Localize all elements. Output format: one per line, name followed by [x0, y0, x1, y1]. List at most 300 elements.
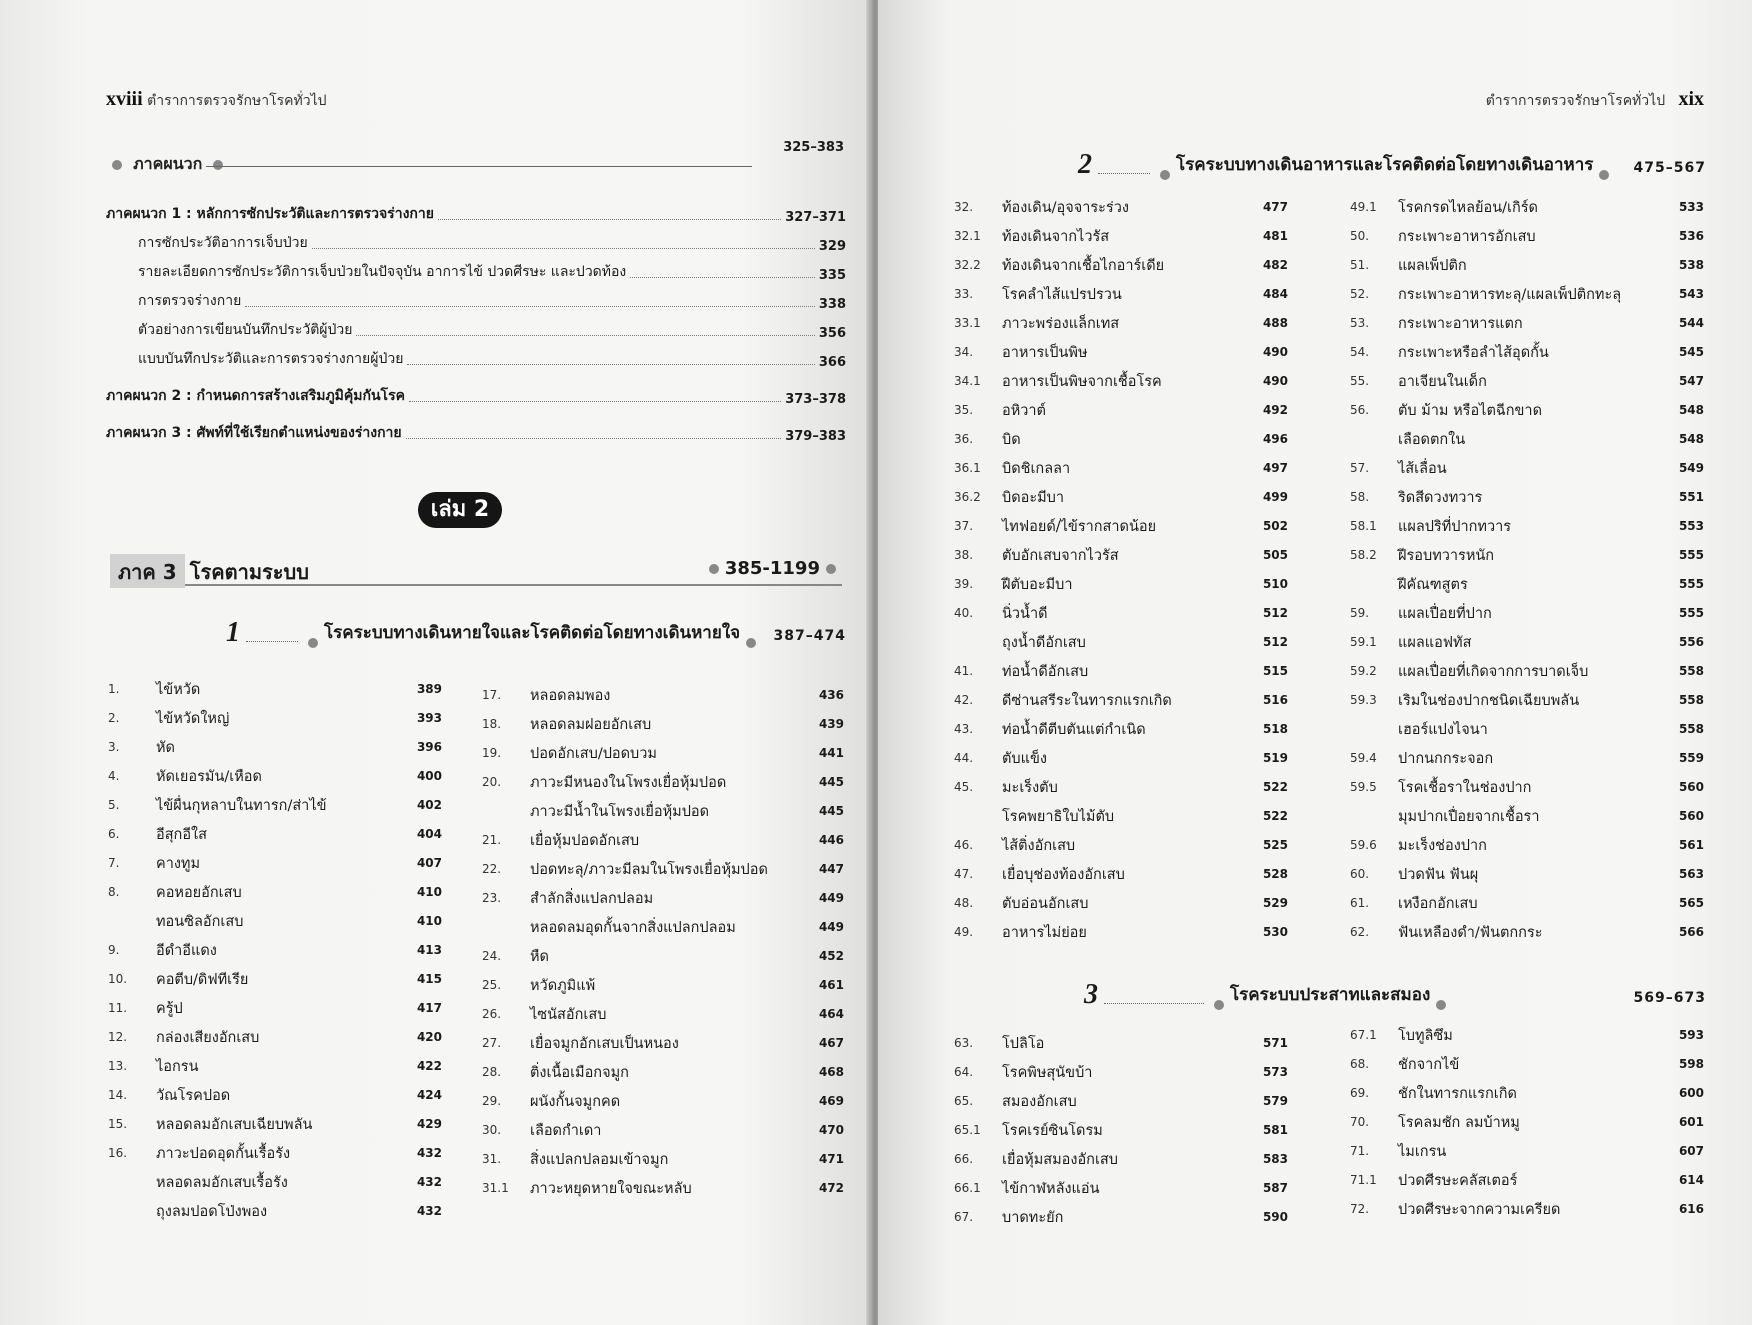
toc-column-6 — [1350, 1022, 1704, 1225]
toc-entry — [954, 484, 1288, 513]
toc-entry-label: ตับอักเสบจากไวรัส — [1002, 548, 1119, 564]
toc-entry — [482, 885, 844, 914]
chapter-number: 1 — [226, 617, 240, 648]
toc-entry-number: 1. — [108, 682, 120, 696]
appendix-entry — [106, 196, 846, 225]
toc-entry-page: 447 — [818, 862, 844, 876]
toc-entry-label: หลอดลมอุดกั้นจากสิ่งแปลกปลอม — [530, 920, 736, 936]
toc-entry — [1350, 861, 1704, 890]
part-label-box — [110, 554, 185, 588]
toc-entry — [954, 571, 1288, 600]
toc-entry — [954, 832, 1288, 861]
toc-entry-page: 422 — [416, 1059, 442, 1073]
toc-entry-label: ปวดฟัน ฟันผุ — [1398, 867, 1479, 883]
chapter-number: 2 — [1078, 149, 1092, 180]
toc-entry-label: ริดสีดวงทวาร — [1398, 490, 1483, 506]
toc-entry-label: ไข้ผื่นกุหลาบในทารก/ส่าไข้ — [156, 798, 327, 814]
toc-entry-number: 65.1 — [954, 1123, 981, 1137]
toc-entry-number: 47. — [954, 867, 974, 881]
toc-entry — [954, 774, 1288, 803]
toc-entry — [1350, 1167, 1704, 1196]
toc-entry-page: 519 — [1262, 751, 1288, 765]
toc-entry — [482, 856, 844, 885]
chapter-title: โรคระบบทางเดินหายใจและโรคติดต่อโดยทางเดินหายใจ — [324, 623, 741, 643]
toc-entry-label: อาหารเป็นพิษ — [1002, 345, 1088, 361]
toc-entry-number: 61. — [1350, 896, 1370, 910]
toc-entry-page: 467 — [818, 1036, 844, 1050]
toc-entry-label: โรคกรดไหลย้อน/เกิร์ด — [1398, 200, 1538, 216]
toc-entry-label: บาดทะยัก — [1002, 1210, 1064, 1226]
dot-leader — [356, 335, 814, 336]
appendix-entry-label: ตัวอย่างการเขียนบันทึกประวัติผู้ป่วย — [138, 322, 353, 338]
toc-entry-label: คางทูม — [156, 856, 201, 872]
toc-entry — [482, 682, 844, 711]
toc-entry-number: 21. — [482, 833, 502, 847]
toc-entry-label: ปวดศีรษะคลัสเตอร์ — [1398, 1173, 1518, 1189]
toc-entry-number: 59. — [1350, 606, 1370, 620]
toc-entry-number: 33.1 — [954, 316, 981, 330]
toc-entry-page: 449 — [818, 891, 844, 905]
toc-entry-label: ฝีตับอะมีบา — [1002, 577, 1073, 593]
toc-entry-page: 432 — [416, 1204, 442, 1218]
toc-entry — [954, 1059, 1288, 1088]
toc-entry-number: 58. — [1350, 490, 1370, 504]
toc-entry-page: 396 — [416, 740, 442, 754]
toc-entry-label: อาหารเป็นพิษจากเชื้อโรค — [1002, 374, 1162, 390]
appendix-entry-label: ภาคผนวก 3 : ศัพท์ที่ใช้เรียกตำแหน่งของร่างกาย — [106, 425, 402, 441]
toc-entry — [1350, 310, 1704, 339]
toc-entry-label: มะเร็งตับ — [1002, 780, 1058, 796]
toc-entry-number: 46. — [954, 838, 974, 852]
toc-entry-label: ชักจากไข้ — [1398, 1057, 1460, 1073]
toc-entry-label: หัดเยอรมัน/เหือด — [156, 769, 262, 785]
toc-entry-page: 446 — [818, 833, 844, 847]
appendix-entry — [106, 312, 846, 341]
toc-entry-label: ดีซ่านสรีระในทารกแรกเกิด — [1002, 693, 1172, 709]
toc-entry-page: 593 — [1678, 1028, 1704, 1042]
toc-entry-label: อาเจียนในเด็ก — [1398, 374, 1487, 390]
toc-entry — [954, 629, 1288, 658]
toc-entry-label: อีสุกอีใส — [156, 827, 207, 843]
toc-entry-number: 17. — [482, 688, 502, 702]
toc-entry-number: 59.1 — [1350, 635, 1377, 649]
toc-entry-label: วัณโรคปอด — [156, 1088, 231, 1104]
toc-entry-label: แผลเปื่อยที่ปาก — [1398, 606, 1492, 622]
toc-entry-number: 45. — [954, 780, 974, 794]
toc-entry-number: 53. — [1350, 316, 1370, 330]
toc-entry-label: หลอดลมอักเสบเฉียบพลัน — [156, 1117, 313, 1133]
toc-entry-page: 441 — [818, 746, 844, 760]
toc-entry-page: 614 — [1678, 1173, 1704, 1187]
toc-entry-number: 19. — [482, 746, 502, 760]
toc-entry — [954, 1030, 1288, 1059]
toc-entry-page: 573 — [1262, 1065, 1288, 1079]
toc-entry-page: 545 — [1678, 345, 1704, 359]
toc-entry-number: 34.1 — [954, 374, 981, 388]
toc-entry-page: 432 — [416, 1146, 442, 1160]
toc-entry-number: 24. — [482, 949, 502, 963]
appendix-entry-page: 373–378 — [785, 392, 846, 407]
toc-entry — [1350, 716, 1704, 745]
toc-entry-number: 64. — [954, 1065, 974, 1079]
toc-entry-label: กระเพาะอาหารแตก — [1398, 316, 1523, 332]
toc-entry — [482, 711, 844, 740]
appendix-entry-label: รายละเอียดการซักประวัติการเจ็บป่วยในปัจจุบัน อาการไข้ ปวดศีรษะ และปวดท้อง — [138, 264, 627, 280]
toc-entry-number: 43. — [954, 722, 974, 736]
toc-entry — [482, 769, 844, 798]
toc-entry-number: 22. — [482, 862, 502, 876]
chapter-range: 475–567 — [1633, 160, 1706, 176]
toc-entry-label: ท่อน้ำดีอักเสบ — [1002, 664, 1089, 680]
appendix-entry — [106, 254, 846, 283]
toc-entry-label: ฝีคัณฑสูตร — [1398, 577, 1468, 593]
toc-entry-page: 533 — [1678, 200, 1704, 214]
appendix-entry-label: แบบบันทึกประวัติและการตรวจร่างกายผู้ป่วย — [138, 351, 404, 367]
toc-entry-label: ไส้ติ่งอักเสบ — [1002, 838, 1076, 854]
toc-entry-label: ฝีรอบทวารหนัก — [1398, 548, 1495, 564]
toc-entry-label: หัด — [156, 740, 175, 756]
appendix-rule — [206, 166, 752, 167]
toc-entry-number: 31.1 — [482, 1181, 509, 1195]
toc-entry-number: 35. — [954, 403, 974, 417]
toc-entry-number: 49. — [954, 925, 974, 939]
toc-entry-label: ไทฟอยด์/ไข้รากสาดน้อย — [1002, 519, 1157, 535]
toc-entry-number: 7. — [108, 856, 120, 870]
toc-entry-label: กล่องเสียงอักเสบ — [156, 1030, 260, 1046]
toc-entry-label: ท่อน้ำดีตีบตันแต่กำเนิด — [1002, 722, 1146, 738]
toc-entry-page: 549 — [1678, 461, 1704, 475]
toc-entry-page: 471 — [818, 1152, 844, 1166]
toc-entry-label: ถุงน้ำดีอักเสบ — [1002, 635, 1086, 651]
toc-entry — [1350, 658, 1704, 687]
toc-entry-number: 29. — [482, 1094, 502, 1108]
toc-entry — [1350, 890, 1704, 919]
toc-entry-page: 616 — [1678, 1202, 1704, 1216]
appendix-entry — [106, 341, 846, 370]
toc-entry-number: 32. — [954, 200, 974, 214]
toc-entry — [954, 194, 1288, 223]
toc-entry-page: 555 — [1678, 606, 1704, 620]
toc-entry — [954, 890, 1288, 919]
toc-entry-label: หลอดลมฝอยอักเสบ — [530, 717, 652, 733]
toc-entry-label: แผลปริที่ปากทวาร — [1398, 519, 1512, 535]
bullet-dot-icon — [213, 160, 223, 170]
toc-entry-page: 436 — [818, 688, 844, 702]
toc-entry-page: 464 — [818, 1007, 844, 1021]
toc-entry — [108, 1198, 442, 1227]
toc-entry — [954, 310, 1288, 339]
chapter-range: 569–673 — [1633, 990, 1706, 1006]
toc-entry — [482, 1146, 844, 1175]
toc-entry-label: สำลักสิ่งแปลกปลอม — [530, 891, 654, 907]
toc-entry-label: ไข้หวัดใหญ่ — [156, 711, 230, 727]
toc-entry-label: แผลเพ็ปติก — [1398, 258, 1467, 274]
part-number: 3 — [162, 560, 177, 584]
toc-entry — [482, 972, 844, 1001]
toc-entry-label: ไมเกรน — [1398, 1144, 1447, 1160]
toc-entry-number: 67.1 — [1350, 1028, 1377, 1042]
toc-entry-number: 32.2 — [954, 258, 981, 272]
toc-entry-page: 461 — [818, 978, 844, 992]
toc-entry-label: ไส้เลื่อน — [1398, 461, 1447, 477]
toc-entry-number: 36.1 — [954, 461, 981, 475]
toc-entry-page: 601 — [1678, 1115, 1704, 1129]
dot-leader — [438, 219, 781, 220]
toc-entry-number: 30. — [482, 1123, 502, 1137]
toc-entry-label: ตับ ม้าม หรือไตฉีกขาด — [1398, 403, 1542, 419]
toc-entry — [1350, 1022, 1704, 1051]
toc-entry-label: ไข้กาฬหลังแอ่น — [1002, 1181, 1100, 1197]
toc-entry-label: โรคลำไส้แปรปรวน — [1002, 287, 1122, 303]
toc-entry-page: 548 — [1678, 403, 1704, 417]
toc-entry-label: เยื่อจมูกอักเสบเป็นหนอง — [530, 1036, 679, 1052]
toc-entry-label: เลือดกำเดา — [530, 1123, 602, 1139]
toc-entry-number: 4. — [108, 769, 120, 783]
toc-entry-page: 558 — [1678, 664, 1704, 678]
toc-entry-page: 445 — [818, 775, 844, 789]
toc-entry — [108, 879, 442, 908]
toc-entry-label: โรคพยาธิใบไม้ตับ — [1002, 809, 1115, 825]
toc-entry-number: 38. — [954, 548, 974, 562]
toc-entry — [954, 745, 1288, 774]
toc-entry-number: 44. — [954, 751, 974, 765]
toc-entry — [108, 821, 442, 850]
toc-entry-page: 560 — [1678, 809, 1704, 823]
toc-entry-number: 55. — [1350, 374, 1370, 388]
toc-entry-number: 41. — [954, 664, 974, 678]
toc-entry-label: โปลิโอ — [1002, 1036, 1045, 1052]
toc-entry-number: 39. — [954, 577, 974, 591]
dot-leader — [406, 438, 782, 439]
toc-entry-label: ท้องเดินจากเชื้อไกอาร์เดีย — [1002, 258, 1165, 274]
volume-badge: เล่ม 2 — [418, 492, 502, 528]
toc-entry-number: 34. — [954, 345, 974, 359]
toc-entry-page: 543 — [1678, 287, 1704, 301]
toc-entry-page: 512 — [1262, 606, 1288, 620]
toc-entry-page: 565 — [1678, 896, 1704, 910]
toc-entry — [482, 1088, 844, 1117]
left-book-title: ตำราการตรวจรักษาโรคทั่วไป — [147, 93, 327, 109]
toc-entry-number: 63. — [954, 1036, 974, 1050]
toc-entry-number: 16. — [108, 1146, 128, 1160]
toc-entry — [1350, 339, 1704, 368]
toc-entry-page: 470 — [818, 1123, 844, 1137]
toc-entry-label: ไซนัสอักเสบ — [530, 1007, 607, 1023]
toc-entry-label: โรคลมชัก ลมบ้าหมู — [1398, 1115, 1520, 1131]
toc-entry-page: 415 — [416, 972, 442, 986]
toc-entry-page: 522 — [1262, 809, 1288, 823]
toc-entry-page: 488 — [1262, 316, 1288, 330]
toc-entry — [954, 281, 1288, 310]
toc-entry — [482, 943, 844, 972]
toc-entry-page: 587 — [1262, 1181, 1288, 1195]
toc-entry-page: 558 — [1678, 693, 1704, 707]
appendix-entry-page: 366 — [818, 355, 846, 370]
toc-entry-page: 571 — [1262, 1036, 1288, 1050]
toc-entry-page: 583 — [1262, 1152, 1288, 1166]
toc-entry-label: บิดชิเกลลา — [1002, 461, 1071, 477]
toc-entry-number: 13. — [108, 1059, 128, 1073]
toc-entry-label: หลอดลมอักเสบเรื้อรัง — [156, 1175, 288, 1191]
toc-entry-label: คอหอยอักเสบ — [156, 885, 242, 901]
toc-entry-label: นิ่วน้ำดี — [1002, 606, 1048, 622]
dot-leader — [630, 277, 815, 278]
appendix-entry-label: ภาคผนวก 2 : กำหนดการสร้างเสริมภูมิคุ้มกันโรค — [106, 388, 405, 404]
toc-entry — [482, 1030, 844, 1059]
toc-entry — [1350, 252, 1704, 281]
toc-entry — [108, 676, 442, 705]
part-range: 385-1199 — [724, 558, 820, 579]
toc-entry — [482, 798, 844, 827]
toc-entry-number: 23. — [482, 891, 502, 905]
toc-entry-page: 410 — [416, 885, 442, 899]
toc-entry-label: อาหารไม่ย่อย — [1002, 925, 1087, 941]
appendix-entry-label: การซักประวัติอาการเจ็บป่วย — [138, 235, 308, 251]
toc-entry-label: กระเพาะอาหารอักเสบ — [1398, 229, 1536, 245]
chapter-2-heading — [1078, 146, 1706, 180]
toc-entry-label: ติ่งเนื้อเมือกจมูก — [530, 1065, 629, 1081]
toc-entry-number: 62. — [1350, 925, 1370, 939]
toc-entry — [954, 1146, 1288, 1175]
toc-entry-page: 547 — [1678, 374, 1704, 388]
toc-entry-page: 429 — [416, 1117, 442, 1131]
appendix-entry-page: 379–383 — [785, 429, 846, 444]
toc-entry — [1350, 629, 1704, 658]
toc-entry-number: 59.6 — [1350, 838, 1377, 852]
toc-entry — [954, 339, 1288, 368]
toc-entry — [108, 966, 442, 995]
toc-entry-page: 400 — [416, 769, 442, 783]
toc-entry — [1350, 513, 1704, 542]
toc-entry-number: 3. — [108, 740, 120, 754]
toc-entry-page: 389 — [416, 682, 442, 696]
toc-entry-page: 490 — [1262, 345, 1288, 359]
toc-entry-label: กระเพาะหรือลำไส้อุดกั้น — [1398, 345, 1549, 361]
toc-entry-page: 536 — [1678, 229, 1704, 243]
toc-entry — [1350, 600, 1704, 629]
toc-entry — [954, 513, 1288, 542]
toc-entry-page: 505 — [1262, 548, 1288, 562]
toc-entry-label: ตับอ่อนอักเสบ — [1002, 896, 1089, 912]
dot-leader — [245, 306, 815, 307]
toc-entry-number: 69. — [1350, 1086, 1370, 1100]
toc-entry — [1350, 803, 1704, 832]
bullet-dot-icon — [1160, 170, 1170, 180]
toc-entry — [482, 740, 844, 769]
toc-entry-label: อหิวาต์ — [1002, 403, 1046, 419]
toc-entry-page: 607 — [1678, 1144, 1704, 1158]
toc-entry — [954, 426, 1288, 455]
toc-entry-number: 27. — [482, 1036, 502, 1050]
toc-entry-label: อีดำอีแดง — [156, 943, 217, 959]
toc-entry-number: 2. — [108, 711, 120, 725]
toc-entry-page: 530 — [1262, 925, 1288, 939]
toc-entry-label: ครู้ป — [156, 1001, 183, 1017]
toc-entry-number: 15. — [108, 1117, 128, 1131]
toc-entry-number: 20. — [482, 775, 502, 789]
chapter-range: 387–474 — [773, 628, 846, 644]
toc-entry-page: 528 — [1262, 867, 1288, 881]
toc-entry — [954, 861, 1288, 890]
toc-entry-number: 60. — [1350, 867, 1370, 881]
toc-entry-label: โบทูลิซึม — [1398, 1028, 1453, 1044]
toc-entry — [108, 1140, 442, 1169]
appendix-entry-page: 356 — [818, 326, 846, 341]
toc-entry-label: เยื่อหุ้มสมองอักเสบ — [1002, 1152, 1118, 1168]
toc-entry-page: 496 — [1262, 432, 1288, 446]
toc-entry-number: 28. — [482, 1065, 502, 1079]
toc-entry — [1350, 397, 1704, 426]
toc-entry-label: มุมปากเปื่อยจากเชื้อรา — [1398, 809, 1540, 825]
toc-entry-label: ปอดอักเสบ/ปอดบวม — [530, 746, 657, 762]
toc-entry — [1350, 1109, 1704, 1138]
right-running-head — [1486, 88, 1704, 112]
toc-entry — [482, 827, 844, 856]
toc-entry-number: 67. — [954, 1210, 974, 1224]
toc-entry-label: เฮอร์แปงไจนา — [1398, 722, 1488, 738]
toc-entry-label: บิด — [1002, 432, 1021, 448]
toc-entry-number: 50. — [1350, 229, 1370, 243]
toc-entry-number: 9. — [108, 943, 120, 957]
toc-entry-label: โรคพิษสุนัขบ้า — [1002, 1065, 1093, 1081]
toc-entry — [954, 803, 1288, 832]
toc-entry-label: ภาวะหยุดหายใจขณะหลับ — [530, 1181, 692, 1197]
toc-entry-number: 70. — [1350, 1115, 1370, 1129]
toc-entry-number: 6. — [108, 827, 120, 841]
toc-entry — [482, 1059, 844, 1088]
toc-entry — [108, 1024, 442, 1053]
toc-entry — [1350, 832, 1704, 861]
toc-entry — [108, 763, 442, 792]
toc-entry-number: 31. — [482, 1152, 502, 1166]
toc-entry-page: 410 — [416, 914, 442, 928]
toc-entry-page: 502 — [1262, 519, 1288, 533]
toc-entry-page: 492 — [1262, 403, 1288, 417]
appendix-entry — [106, 415, 846, 444]
toc-entry-label: ปอดทะลุ/ภาวะมีลมในโพรงเยื่อหุ้มปอด — [530, 862, 768, 878]
toc-entry-number: 18. — [482, 717, 502, 731]
toc-entry-label: เยื่อบุช่องท้องอักเสบ — [1002, 867, 1125, 883]
toc-entry-page: 579 — [1262, 1094, 1288, 1108]
toc-entry — [954, 542, 1288, 571]
toc-entry-page: 558 — [1678, 722, 1704, 736]
bullet-dot-icon — [1214, 1000, 1224, 1010]
toc-entry-label: โรคเชื้อราในช่องปาก — [1398, 780, 1532, 796]
toc-entry — [482, 914, 844, 943]
toc-entry-page: 472 — [818, 1181, 844, 1195]
toc-entry-page: 598 — [1678, 1057, 1704, 1071]
bullet-dot-icon — [746, 638, 756, 648]
toc-entry-number: 56. — [1350, 403, 1370, 417]
toc-entry — [1350, 1080, 1704, 1109]
toc-entry-page: 590 — [1262, 1210, 1288, 1224]
toc-entry — [1350, 1196, 1704, 1225]
toc-entry-page: 559 — [1678, 751, 1704, 765]
toc-entry — [108, 1169, 442, 1198]
toc-entry-label: ไอกรน — [156, 1059, 199, 1075]
toc-entry-number: 66. — [954, 1152, 974, 1166]
toc-entry-page: 439 — [818, 717, 844, 731]
toc-entry-number: 11. — [108, 1001, 128, 1015]
toc-entry-number: 33. — [954, 287, 974, 301]
toc-entry-label: กระเพาะอาหารทะลุ/แผลเพ็ปติกทะลุ — [1398, 287, 1622, 303]
part-title: โรคตามระบบ — [189, 560, 309, 584]
toc-entry — [954, 658, 1288, 687]
toc-entry-number: 57. — [1350, 461, 1370, 475]
chapter-3-heading — [1084, 976, 1706, 1010]
toc-entry-page: 490 — [1262, 374, 1288, 388]
toc-entry — [108, 1082, 442, 1111]
